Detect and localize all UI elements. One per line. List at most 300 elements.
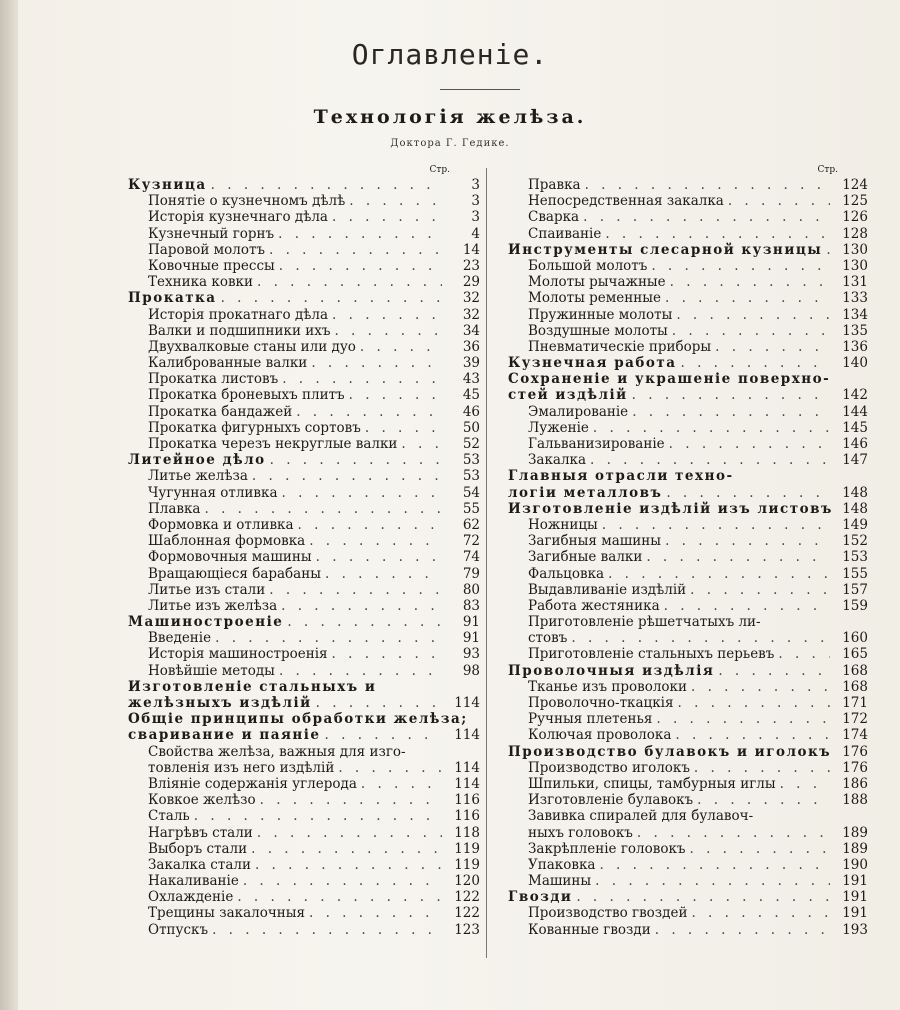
toc-section-entry [508, 468, 868, 484]
toc-entry [508, 614, 868, 630]
toc-entry-page: 43 [462, 371, 480, 388]
toc-entry-page: 53 [462, 468, 480, 485]
dot-leader [711, 339, 830, 355]
toc-entry-label: Пневматическіе приборы [528, 338, 712, 355]
toc-entry [128, 792, 480, 808]
toc-section-entry [508, 889, 868, 905]
dot-leader [328, 646, 442, 662]
toc-entry-page: 191 [842, 889, 868, 906]
dot-leader [686, 582, 830, 598]
toc-entry [508, 290, 868, 306]
dot-leader [601, 226, 830, 242]
dot-leader [211, 630, 442, 646]
toc-entry-page: 174 [842, 727, 868, 744]
toc-entry-page: 122 [454, 889, 480, 906]
author-line: Доктора Г. Гедике. [390, 138, 510, 149]
toc-entry-page: 120 [454, 873, 480, 890]
dot-leader [312, 695, 442, 711]
toc-entry-page: 3 [471, 193, 480, 210]
dot-leader [278, 371, 442, 387]
dot-leader [589, 420, 830, 436]
toc-entry-label: товленія изъ него издѣлій [148, 759, 335, 776]
dot-leader [686, 841, 831, 857]
dot-leader [652, 711, 830, 727]
dot-leader [651, 922, 830, 938]
toc-entry-label: Воздушные молоты [528, 322, 668, 339]
dot-leader [628, 404, 830, 420]
toc-entry-label: Изготовленіе булавокъ [528, 792, 694, 809]
toc-entry [508, 841, 868, 857]
toc-entry-page: 55 [462, 500, 480, 517]
dot-leader [208, 922, 442, 938]
toc-entry [128, 905, 480, 921]
toc-entry-page: 14 [462, 241, 480, 258]
toc-entry-label: Фальцовка [528, 565, 605, 582]
dot-leader [200, 501, 442, 517]
toc-entry-label: Загибные валки [528, 549, 643, 566]
toc-entry-page: 147 [842, 452, 868, 469]
toc-entry-label: логіи металловъ [508, 484, 663, 501]
dot-leader [674, 695, 831, 711]
toc-entry-page: 146 [842, 436, 868, 452]
dot-leader [361, 420, 442, 436]
toc-entry [128, 630, 480, 646]
toc-entry-page: 46 [462, 403, 480, 420]
toc-entry-page: 189 [842, 824, 868, 841]
toc-entry-label: Кузнечный горнъ [148, 225, 275, 242]
toc-entry [508, 760, 868, 776]
toc-entry [128, 371, 480, 387]
dot-leader [672, 307, 830, 323]
toc-right-list [508, 177, 868, 938]
toc-entry-label: Общіе принципы обработки желѣза; [128, 711, 468, 728]
toc-entry-page: 188 [842, 792, 868, 809]
toc-entry-label: Молоты ременные [528, 290, 662, 307]
toc-entry-label: Прокатка листовъ [148, 371, 279, 388]
toc-entry [508, 711, 868, 727]
toc-entry-label: Шаблонная формовка [148, 533, 306, 550]
dot-leader [628, 387, 830, 403]
dot-leader [633, 825, 830, 841]
toc-entry [128, 776, 480, 792]
dot-leader [251, 857, 442, 873]
toc-entry-page: 119 [454, 840, 480, 857]
dot-leader [278, 485, 442, 501]
toc-entry-page: 153 [842, 549, 868, 566]
dot-leader [662, 485, 830, 501]
toc-entry-label: Закалка стали [148, 856, 251, 873]
toc-entry-page: 130 [842, 257, 868, 274]
toc-entry [508, 226, 868, 242]
toc-entry [508, 274, 868, 290]
dot-leader [567, 630, 830, 646]
toc-entry [508, 630, 868, 646]
toc-entry-label: Прокатка бандажей [148, 403, 293, 420]
toc-entry [128, 566, 480, 582]
toc-entry-label: Выборъ стали [148, 840, 248, 857]
toc-entry-page: 114 [454, 695, 480, 711]
toc-entry [128, 582, 480, 598]
toc-entry [508, 922, 868, 938]
dot-leader [274, 226, 442, 242]
dot-leader [292, 404, 442, 420]
page-title: Оглавленіе. [351, 38, 549, 71]
toc-entry-page: 191 [842, 873, 868, 890]
toc-entry-label: Техника ковки [148, 274, 253, 291]
toc-entry [508, 533, 868, 549]
toc-entry-page: 4 [471, 225, 480, 242]
toc-entry-label: Прокатка [128, 290, 217, 307]
toc-entry [128, 873, 480, 889]
toc-section-entry [508, 387, 868, 403]
dot-leader [328, 307, 442, 323]
dot-leader [822, 242, 830, 258]
toc-entry-page: 124 [842, 177, 868, 193]
dot-leader [671, 727, 830, 743]
title-rule [440, 89, 520, 90]
page-gutter [0, 0, 18, 1010]
toc-entry-label: Охлажденіе [148, 889, 234, 906]
dot-leader [247, 841, 442, 857]
toc-entry [508, 177, 868, 193]
dot-leader [328, 209, 442, 225]
toc-section-entry [508, 355, 868, 371]
toc-entry-label: сваривание и паяніе [128, 727, 321, 744]
toc-entry-label: Тканье изъ проволоки [528, 678, 687, 695]
toc-entry-label: Гальванизированіе [528, 436, 665, 452]
toc-entry-page: 126 [842, 209, 868, 226]
toc-entry-label: Плавка [148, 500, 201, 517]
toc-section-entry [508, 485, 868, 501]
toc-entry [128, 226, 480, 242]
dot-leader [661, 533, 830, 549]
toc-entry [128, 420, 480, 436]
toc-entry-page: 130 [842, 241, 868, 258]
toc-entry [128, 436, 480, 452]
toc-entry-page: 133 [842, 290, 868, 307]
toc-entry-label: Кузница [128, 177, 207, 193]
dot-leader [661, 290, 830, 306]
dot-leader [666, 274, 830, 290]
toc-entry-page: 172 [842, 711, 868, 728]
toc-entry-label: Закрѣпленіе головокъ [528, 840, 686, 857]
toc-entry-label: Загибныя машины [528, 533, 662, 550]
toc-entry [508, 323, 868, 339]
toc-entry [508, 905, 868, 921]
toc-section-entry [128, 711, 480, 727]
toc-entry [128, 485, 480, 501]
toc-entry-label: Формовочныя машины [148, 549, 312, 566]
toc-entry-page: 135 [842, 322, 868, 339]
toc-entry [508, 404, 868, 420]
toc-entry-page: 50 [462, 419, 480, 436]
toc-entry-label: Нагрѣвъ стали [148, 824, 253, 841]
toc-entry-label: Вращающіеся барабаны [148, 565, 321, 582]
dot-leader [572, 889, 830, 905]
toc-entry-label: Закалка [528, 452, 587, 469]
toc-entry-page: 145 [842, 419, 868, 436]
toc-entry-label: Пружинные молоты [528, 306, 673, 323]
toc-entry-page: 148 [842, 500, 868, 517]
toc-entry-page: 168 [842, 662, 868, 679]
dot-leader [724, 193, 830, 209]
toc-entry-label: Инструменты слесарной кузницы [508, 241, 823, 258]
toc-entry-label: Ножницы [528, 516, 598, 533]
toc-entry-label: Эмалированіе [528, 403, 629, 420]
toc-entry-label: Проволочныя издѣлія [508, 662, 715, 679]
toc-entry-label: Гвозди [508, 889, 573, 906]
toc-entry [508, 436, 868, 452]
toc-entry-page: 176 [842, 743, 868, 760]
toc-entry-page: 53 [462, 452, 480, 469]
toc-entry [508, 776, 868, 792]
dot-leader [305, 533, 442, 549]
dot-leader [774, 646, 830, 662]
dot-leader [283, 614, 442, 630]
toc-entry-page: 190 [842, 856, 868, 873]
toc-entry [128, 808, 480, 824]
toc-entry-label: Трещины закалочныя [148, 905, 306, 922]
toc-entry-label: Калиброванные валки [148, 355, 308, 372]
toc-entry-label: Прокатка броневыхъ плитъ [148, 387, 345, 404]
dot-leader [604, 566, 830, 582]
toc-entry-page: 140 [842, 355, 868, 372]
toc-entry [508, 598, 868, 614]
toc-section-entry [508, 371, 868, 387]
toc-entry-label: Приготовленіе стальныхъ перьевъ [528, 646, 775, 663]
toc-entry-page: 79 [462, 565, 480, 582]
toc-entry [128, 387, 480, 403]
toc-entry-label: Валки и подшипники ихъ [148, 322, 331, 339]
toc-entry-label: Луженіе [528, 419, 589, 436]
toc-entry-label: Колючая проволока [528, 727, 672, 744]
toc-entry-label: Кованные гвозди [528, 921, 651, 938]
toc-entry [128, 922, 480, 938]
toc-entry-page: 160 [842, 630, 868, 647]
toc-entry [128, 663, 480, 679]
toc-entry [508, 808, 868, 824]
toc-entry-page: 93 [462, 646, 480, 663]
dot-leader [275, 663, 442, 679]
toc-entry-label: Ковкое желѣзо [148, 792, 256, 809]
dot-leader [642, 549, 830, 565]
toc-entry [128, 355, 480, 371]
toc-entry-label: Ручныя плетенья [528, 711, 653, 728]
toc-entry [128, 825, 480, 841]
toc-entry [508, 566, 868, 582]
dot-leader [595, 857, 830, 873]
toc-entry-page: 189 [842, 840, 868, 857]
toc-entry-page: 23 [462, 257, 480, 274]
toc-entry-label: Ковочные прессы [148, 257, 275, 274]
toc-entry [128, 857, 480, 873]
toc-entry-label: Сталь [148, 808, 190, 825]
dot-leader [690, 760, 830, 776]
toc-entry [508, 549, 868, 565]
dot-leader [248, 468, 442, 484]
toc-entry [508, 193, 868, 209]
dot-leader [665, 436, 830, 452]
dot-leader [294, 517, 442, 533]
toc-entry-page: 32 [462, 306, 480, 323]
toc-entry [508, 873, 868, 889]
toc-entry-label: Сохраненіе и украшеніе поверхно- [508, 371, 831, 388]
toc-entry-page: 74 [462, 549, 480, 566]
toc-entry-label: Работа жестяника [528, 597, 660, 614]
toc-section-entry [508, 242, 868, 258]
toc-entry-page: 3 [471, 177, 480, 193]
toc-entry-label: Шпильки, спицы, тамбурныя иглы [528, 775, 776, 792]
dot-leader [356, 339, 442, 355]
toc-entry-label: Производство иголокъ [528, 759, 690, 776]
toc-entry [508, 857, 868, 873]
toc-entry [128, 889, 480, 905]
toc-left-list [128, 177, 480, 938]
toc-entry [128, 339, 480, 355]
section-title: Технологія желѣза. [313, 106, 587, 128]
toc-entry-page: 116 [454, 808, 480, 825]
toc-section-entry [128, 452, 480, 468]
toc-entry-label: Большой молотъ [528, 257, 648, 274]
dot-leader [207, 177, 442, 193]
toc-entry-page: 114 [454, 759, 480, 776]
dot-leader [330, 323, 442, 339]
toc-entry-label: Молоты рычажные [528, 274, 666, 291]
toc-entry-page: 193 [842, 921, 868, 938]
toc-entry-page: 32 [462, 290, 480, 307]
toc-entry-page: 98 [462, 662, 480, 679]
toc-entry-page: 152 [842, 533, 868, 550]
toc-entry [508, 420, 868, 436]
toc-entry-page: 91 [462, 630, 480, 647]
dot-leader [668, 323, 830, 339]
toc-entry-page: 3 [471, 209, 480, 226]
toc-entry-page: 171 [842, 695, 868, 711]
dot-leader [253, 274, 442, 290]
toc-entry-label: Главныя отрасли техно- [508, 468, 734, 485]
toc-entry-label: Приготовленіе рѣшетчатыхъ ли- [528, 614, 761, 631]
dot-leader [647, 258, 830, 274]
toc-right-column [508, 165, 868, 938]
toc-section-entry [508, 501, 868, 517]
toc-entry [128, 744, 480, 760]
dot-leader [586, 452, 830, 468]
toc-entry-page: 52 [462, 436, 480, 452]
toc-entry [128, 404, 480, 420]
toc-entry-page: 62 [462, 516, 480, 533]
dot-leader [266, 452, 442, 468]
toc-entry-page: 168 [842, 678, 868, 695]
dot-leader [776, 776, 830, 792]
toc-entry-label: Изготовленіе издѣлій изъ листовъ [508, 500, 833, 517]
dot-leader [275, 258, 442, 274]
dot-leader [579, 209, 830, 225]
toc-entry-page: 29 [462, 274, 480, 291]
toc-entry-label: стей издѣлій [508, 387, 628, 404]
toc-entry-page: 142 [842, 387, 868, 404]
column-divider [486, 168, 487, 958]
toc-entry-label: Отпускъ [148, 921, 209, 938]
toc-entry [128, 274, 480, 290]
toc-entry-page: 125 [842, 193, 868, 210]
toc-entry [128, 209, 480, 225]
dot-leader [233, 889, 442, 905]
toc-entry-page: 123 [454, 921, 480, 938]
toc-entry-page: 159 [842, 597, 868, 614]
toc-entry-label: Исторія прокатнаго дѣла [148, 306, 329, 323]
toc-entry [508, 339, 868, 355]
toc-section-entry [508, 663, 868, 679]
toc-entry-page: 134 [842, 306, 868, 323]
toc-entry-label: Введеніе [148, 630, 212, 647]
toc-entry-page: 45 [462, 387, 480, 404]
dot-leader [687, 679, 830, 695]
toc-entry-page: 114 [454, 775, 480, 792]
dot-leader [307, 355, 442, 371]
toc-entry [128, 549, 480, 565]
toc-entry-page: 131 [842, 274, 868, 291]
toc-entry [128, 646, 480, 662]
toc-section-entry [508, 744, 868, 760]
toc-entry [128, 307, 480, 323]
toc-entry-label: Свойства желѣза, важныя для изго- [148, 743, 406, 760]
dot-leader [598, 517, 830, 533]
dot-leader [591, 873, 830, 889]
dot-leader [345, 193, 442, 209]
dot-leader [397, 436, 442, 452]
toc-entry-label: Изготовленіе стальныхъ и [128, 678, 377, 695]
toc-entry-label: Литье желѣза [148, 468, 248, 485]
page-column-header: Стр. [817, 165, 838, 175]
toc-entry [508, 307, 868, 323]
toc-entry-label: Производство гвоздей [528, 905, 688, 922]
dot-leader [305, 905, 442, 921]
dot-leader [693, 792, 830, 808]
toc-entry [508, 452, 868, 468]
toc-entry-page: 72 [462, 533, 480, 550]
toc-entry [128, 323, 480, 339]
toc-entry-label: Машины [528, 873, 592, 890]
toc-entry-page: 54 [462, 484, 480, 501]
dot-leader [714, 663, 830, 679]
toc-entry-label: Прокатка черезъ некруглые валки [148, 436, 398, 452]
toc-section-entry [128, 695, 480, 711]
toc-section-entry [128, 177, 480, 193]
toc-entry-label: Выдавливаніе издѣлій [528, 581, 687, 598]
toc-entry-label: Вліяніе содержанія углерода [148, 775, 357, 792]
toc-entry [508, 727, 868, 743]
toc-entry-page: 144 [842, 403, 868, 420]
toc-entry [508, 679, 868, 695]
toc-entry-page: 191 [842, 905, 868, 922]
toc-entry-label: Двухвалковые станы или дуо [148, 338, 356, 355]
toc-entry-label: Новѣйшіе методы [148, 662, 275, 679]
toc-entry-page: 122 [454, 905, 480, 922]
toc-entry-label: Литейное дѣло [128, 452, 266, 469]
toc-entry-label: Спаиваніе [528, 225, 602, 242]
toc-entry [128, 468, 480, 484]
dot-leader [581, 177, 830, 193]
dot-leader [345, 387, 442, 403]
toc-entry-label: Исторія машиностроенія [148, 646, 328, 663]
toc-entry-page: 34 [462, 322, 480, 339]
dot-leader [239, 873, 442, 889]
toc-entry-page: 91 [462, 614, 480, 631]
toc-entry-page: 176 [842, 759, 868, 776]
dot-leader [277, 598, 442, 614]
toc-entry-label: Непосредственная закалка [528, 193, 724, 210]
toc-entry [508, 695, 868, 711]
